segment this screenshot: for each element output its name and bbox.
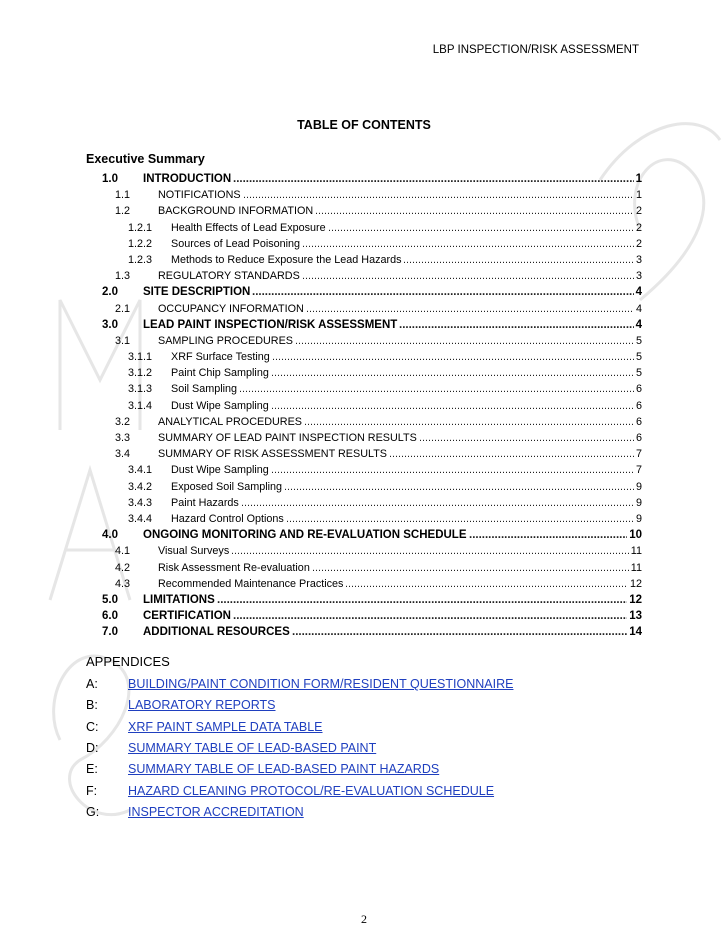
toc-dot-leader xyxy=(399,317,634,333)
toc-entry-page: 12 xyxy=(629,593,642,606)
appendix-letter: B: xyxy=(86,698,98,713)
appendix-link[interactable]: LABORATORY REPORTS xyxy=(128,698,276,713)
toc-entry[interactable] xyxy=(0,430,728,446)
toc-dot-leader xyxy=(292,624,627,640)
toc-entry[interactable] xyxy=(0,608,728,624)
toc-entry-page: 9 xyxy=(635,496,642,509)
toc-entry-number: 3.4.4 xyxy=(128,512,153,525)
toc-dot-leader xyxy=(469,527,627,543)
toc-entry[interactable] xyxy=(0,414,728,430)
toc-entry-page: 2 xyxy=(635,205,642,218)
toc-entry-title: Paint Chip Sampling xyxy=(171,367,269,380)
toc-entry-number: 3.1.4 xyxy=(128,399,153,412)
toc-entry-page: 10 xyxy=(629,529,642,542)
toc-entry-title: Methods to Reduce Exposure the Lead Hazards xyxy=(171,253,402,266)
toc-entry-page: 6 xyxy=(635,399,642,412)
toc-entry-number: 1.2 xyxy=(115,205,131,218)
toc-entry-title: Paint Hazards xyxy=(171,496,239,509)
toc-entry-page: 5 xyxy=(635,351,642,364)
toc-entry-title: CERTIFICATION xyxy=(143,610,231,623)
toc-entry-title: ADDITIONAL RESOURCES xyxy=(143,626,290,639)
toc-entry-page: 2 xyxy=(635,237,642,250)
toc-entry-page: 13 xyxy=(629,610,642,623)
toc-entry[interactable] xyxy=(0,592,728,608)
toc-entry-page: 11 xyxy=(630,561,642,574)
running-header: LBP INSPECTION/RISK ASSESSMENT xyxy=(432,44,639,56)
toc-dot-leader xyxy=(233,608,627,624)
toc-entry-title: ANALYTICAL PROCEDURES xyxy=(158,415,302,428)
toc-entry[interactable] xyxy=(0,187,728,203)
toc-entry-page: 9 xyxy=(635,512,642,525)
toc-entry[interactable] xyxy=(0,398,728,414)
toc-entry-page: 12 xyxy=(629,577,642,590)
toc-entry-number: 1.2.1 xyxy=(128,221,153,234)
toc-entry-title: Hazard Control Options xyxy=(171,512,284,525)
toc-entry[interactable] xyxy=(0,495,728,511)
toc-entry-number: 3.1.3 xyxy=(128,383,153,396)
toc-dot-leader xyxy=(217,592,627,608)
toc-entry-page: 7 xyxy=(635,464,642,477)
toc-entry-title: Dust Wipe Sampling xyxy=(171,399,269,412)
toc-entry-page: 4 xyxy=(635,318,642,331)
toc-entry-title: NOTIFICATIONS xyxy=(158,189,241,202)
toc-entry[interactable] xyxy=(0,333,728,349)
toc-dot-leader xyxy=(272,349,634,365)
toc-entry-title: Sources of Lead Poisoning xyxy=(171,237,301,250)
toc-dot-leader xyxy=(419,430,634,446)
toc-dot-leader xyxy=(252,284,634,300)
appendix-link[interactable]: SUMMARY TABLE OF LEAD-BASED PAINT xyxy=(128,740,377,755)
toc-entry[interactable] xyxy=(0,365,728,381)
toc-entry-page: 3 xyxy=(635,253,642,266)
toc-entry-page: 4 xyxy=(635,302,642,315)
toc-entry-title: Risk Assessment Re-evaluation xyxy=(158,561,310,574)
toc-entry-title: INTRODUCTION xyxy=(143,173,232,185)
toc-entry[interactable] xyxy=(0,479,728,495)
toc-entry-number: 3.2 xyxy=(115,415,131,428)
toc-entry-title: Soil Sampling xyxy=(171,383,238,396)
toc-entry-page: 1 xyxy=(635,173,642,185)
toc-dot-leader xyxy=(345,576,628,592)
toc-entry-number: 5.0 xyxy=(102,593,118,606)
toc-entry-page: 4 xyxy=(635,286,642,299)
toc-entry-number: 3.3 xyxy=(115,432,131,444)
toc-entry[interactable] xyxy=(0,560,728,576)
toc-entry-title: ONGOING MONITORING AND RE-EVALUATION SCHEDULE xyxy=(143,529,467,542)
toc-entry-title: BACKGROUND INFORMATION xyxy=(158,205,314,218)
toc-entry-title: Visual Surveys xyxy=(158,545,230,558)
appendix-link[interactable]: INSPECTOR ACCREDITATION xyxy=(128,804,304,819)
toc-entry-number: 4.2 xyxy=(115,561,131,574)
toc-entry-number: 3.1.1 xyxy=(128,351,153,364)
toc-dot-leader xyxy=(306,301,634,317)
toc-dot-leader xyxy=(271,365,634,381)
appendix-link[interactable]: HAZARD CLEANING PROTOCOL/RE-EVALUATION SCHEDULE xyxy=(128,783,495,798)
toc-entry-number: 3.1.2 xyxy=(128,367,153,380)
toc-dot-leader xyxy=(312,560,629,576)
appendix-link[interactable]: XRF PAINT SAMPLE DATA TABLE xyxy=(128,719,323,734)
toc-dot-leader xyxy=(328,220,634,236)
toc-entry-number: 2.1 xyxy=(115,302,131,315)
toc-entry[interactable] xyxy=(0,527,728,543)
toc-entry-title: SUMMARY OF LEAD PAINT INSPECTION RESULTS xyxy=(158,432,417,444)
executive-summary-heading: Executive Summary xyxy=(86,152,205,166)
toc-entry-title: Dust Wipe Sampling xyxy=(171,464,269,477)
toc-entry-page: 6 xyxy=(635,383,642,396)
toc-entry[interactable] xyxy=(0,284,728,300)
toc-entry-title: Exposed Soil Sampling xyxy=(171,480,283,493)
toc-entry-number: 3.4 xyxy=(115,448,131,461)
toc-entry-title: Health Effects of Lead Exposure xyxy=(171,221,326,234)
toc-dot-leader xyxy=(315,203,634,219)
appendix-letter: C: xyxy=(86,719,99,734)
toc-dot-leader xyxy=(284,479,634,495)
toc-entry-title: OCCUPANCY INFORMATION xyxy=(158,302,304,315)
appendix-letter: F: xyxy=(86,783,98,798)
toc-dot-leader xyxy=(302,236,634,252)
toc-entry-number: 1.2.3 xyxy=(128,253,153,266)
toc-entry[interactable] xyxy=(0,543,728,559)
toc-entry-title: LIMITATIONS xyxy=(143,593,215,606)
toc-entry[interactable] xyxy=(0,381,728,397)
page-number: 2 xyxy=(361,912,367,926)
toc-entry[interactable] xyxy=(0,349,728,365)
toc-entry-number: 4.1 xyxy=(115,545,131,558)
toc-entry-number: 1.0 xyxy=(102,173,118,185)
toc-entry[interactable] xyxy=(0,462,728,478)
toc-entry-page: 6 xyxy=(635,415,642,428)
toc-entry[interactable] xyxy=(0,317,728,333)
toc-entry-page: 5 xyxy=(635,367,642,380)
appendix-letter: A: xyxy=(86,677,98,691)
toc-dot-leader xyxy=(239,381,634,397)
toc-entry-number: 6.0 xyxy=(102,610,118,623)
toc-entry[interactable] xyxy=(0,252,728,268)
appendix-letter: E: xyxy=(86,762,98,777)
toc-entry-page: 1 xyxy=(635,189,642,202)
table-of-contents xyxy=(0,171,728,640)
toc-entry-title: SAMPLING PROCEDURES xyxy=(158,334,293,347)
toc-dot-leader xyxy=(286,511,634,527)
toc-entry-number: 1.2.2 xyxy=(128,237,153,250)
toc-dot-leader xyxy=(233,171,634,187)
toc-entry-number: 4.0 xyxy=(102,529,118,542)
page-title: TABLE OF CONTENTS xyxy=(297,118,431,132)
toc-entry-number: 1.3 xyxy=(115,270,131,283)
toc-dot-leader xyxy=(389,446,634,462)
toc-entry-page: 9 xyxy=(635,480,642,493)
toc-entry[interactable] xyxy=(0,446,728,462)
toc-dot-leader xyxy=(271,462,634,478)
toc-entry-number: 3.4.3 xyxy=(128,496,153,509)
toc-entry[interactable] xyxy=(0,511,728,527)
toc-dot-leader xyxy=(231,543,629,559)
appendix-link[interactable]: SUMMARY TABLE OF LEAD-BASED PAINT HAZARDS xyxy=(128,762,440,777)
toc-dot-leader xyxy=(302,268,634,284)
toc-entry[interactable] xyxy=(0,171,728,187)
toc-entry-title: Recommended Maintenance Practices xyxy=(158,577,344,590)
toc-entry-title: LEAD PAINT INSPECTION/RISK ASSESSMENT xyxy=(143,318,398,331)
appendix-letter: G: xyxy=(86,804,100,819)
toc-entry-page: 7 xyxy=(635,448,642,461)
toc-entry-page: 3 xyxy=(635,270,642,283)
toc-entry-number: 4.3 xyxy=(115,577,131,590)
toc-entry-page: 2 xyxy=(635,221,642,234)
toc-entry-number: 2.0 xyxy=(102,286,118,299)
toc-entry-number: 3.1 xyxy=(115,334,131,347)
toc-entry[interactable] xyxy=(0,268,728,284)
toc-entry-page: 14 xyxy=(629,626,642,639)
toc-entry[interactable] xyxy=(0,203,728,219)
appendices-heading: APPENDICES xyxy=(86,654,170,669)
toc-dot-leader xyxy=(304,414,634,430)
toc-entry-title: XRF Surface Testing xyxy=(171,351,270,364)
toc-entry-title: REGULATORY STANDARDS xyxy=(158,270,300,283)
toc-entry-number: 3.0 xyxy=(102,318,118,331)
toc-entry-page: 6 xyxy=(635,432,642,444)
toc-entry-page: 11 xyxy=(630,545,642,558)
appendix-letter: D: xyxy=(86,740,99,755)
toc-entry[interactable] xyxy=(0,220,728,236)
toc-dot-leader xyxy=(241,495,634,511)
toc-entry[interactable] xyxy=(0,301,728,317)
toc-entry-page: 5 xyxy=(635,334,642,347)
toc-entry-number: 3.4.2 xyxy=(128,480,153,493)
toc-entry-title: SITE DESCRIPTION xyxy=(143,286,251,299)
toc-entry-number: 3.4.1 xyxy=(128,464,153,477)
toc-entry[interactable] xyxy=(0,576,728,592)
toc-dot-leader xyxy=(271,398,634,414)
toc-entry[interactable] xyxy=(0,624,728,640)
toc-dot-leader xyxy=(295,333,634,349)
toc-entry-number: 1.1 xyxy=(115,189,131,202)
toc-entry-number: 7.0 xyxy=(102,626,118,639)
toc-entry-title: SUMMARY OF RISK ASSESSMENT RESULTS xyxy=(158,448,387,461)
appendix-link[interactable]: BUILDING/PAINT CONDITION FORM/RESIDENT QUESTIONNAIRE xyxy=(128,677,514,691)
toc-dot-leader xyxy=(243,187,634,203)
toc-dot-leader xyxy=(403,252,634,268)
toc-entry[interactable] xyxy=(0,236,728,252)
